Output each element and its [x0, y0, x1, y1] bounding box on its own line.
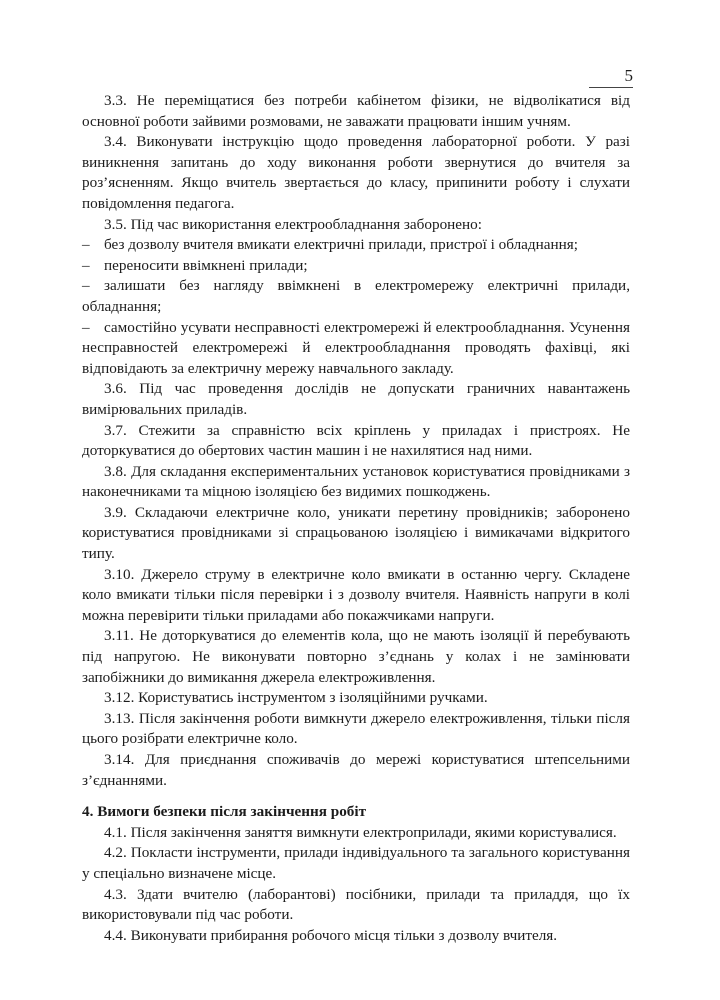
paragraph-3-9: 3.9. Складаючи електричне коло, уникати перетину провідників; заборонено користуватися провідниками зі спрацьованою ізоляцією і вимикачами відкритого типу. — [82, 503, 630, 563]
section-heading: 4. Вимоги безпеки після закінчення робіт — [82, 803, 367, 821]
paragraph-4-4: 4.4. Виконувати прибирання робочого місця тільки з дозволу вчителя. — [104, 926, 558, 944]
page-number-rule — [589, 87, 633, 88]
list-item-text: самостійно усувати несправності електромережі й електрообладнання. Усунення несправностей електромережі й електрообладнання проводять фахівці, які відповідають за електричну мережу навчального закладу. — [82, 318, 630, 377]
page-body — [82, 91, 630, 946]
dash-marker: – — [82, 256, 90, 274]
list-item — [82, 276, 630, 317]
paragraph-4-3: 4.3. Здати вчителю (лаборантові) посібники, прилади та приладдя, що їх використовували під час роботи. — [82, 885, 630, 924]
list-item-text: без дозволу вчителя вмикати електричні прилади, пристрої і обладнання; — [104, 236, 578, 254]
list-item-text: залишати без нагляду ввімкнені в електромережу електричні прилади, обладнання; — [82, 277, 630, 315]
dash-marker: – — [82, 318, 90, 336]
list-item — [82, 318, 630, 380]
list-item — [82, 256, 630, 277]
list-item-text: переносити ввімкнені прилади; — [104, 256, 308, 274]
page-number: 5 — [624, 66, 633, 85]
paragraph-3-8: 3.8. Для складання експериментальних установок користуватися провідниками з наконечниками та міцною ізоляцією без видимих пошкоджень. — [82, 462, 630, 501]
paragraph-3-3: 3.3. Не переміщатися без потреби кабінетом фізики, не відволікатися від основної роботи зайвими розмовами, не заважати працювати іншим учням. — [82, 92, 630, 130]
paragraph-4-2: 4.2. Покласти інструменти, прилади індивідуального та загального користування у спеціально визначене місце. — [82, 844, 630, 882]
dash-marker: – — [82, 277, 90, 295]
list-item — [82, 235, 630, 256]
paragraph-3-10: 3.10. Джерело струму в електричне коло вмикати в останню чергу. Складене коло вмикати тільки після перевірки і з дозволу вчителя. Наявність напруги в колі можна перевірити тільки приладами або покажчиками напруги. — [82, 565, 630, 624]
paragraph-3-5: 3.5. Під час використання електрообладнання заборонено: — [104, 215, 482, 233]
paragraph-3-14: 3.14. Для приєднання споживачів до мережі користуватися штепсельними з’єднаннями. — [82, 751, 630, 789]
paragraph-3-7: 3.7. Стежити за справністю всіх кріплень у приладах і пристроях. Не доторкуватися до обертових частин машин і не нахилятися над ними. — [82, 421, 630, 460]
dash-marker: – — [82, 236, 90, 254]
paragraph-3-12: 3.12. Користуватись інструментом з ізоляційними ручками. — [104, 689, 488, 707]
paragraph-3-4: 3.4. Виконувати інструкцію щодо проведення лабораторної роботи. У разі виникнення запитань до ходу виконання роботи звернутися до вчителя за роз’ясненням. Якщо вчитель звертається до класу, припинити роботу і слухати повідомлення педагога. — [82, 133, 630, 212]
paragraph-3-6: 3.6. Під час проведення дослідів не допускати граничних навантажень вимірювальних приладів. — [82, 380, 630, 418]
paragraph-3-13: 3.13. Після закінчення роботи вимкнути джерело електроживлення, тільки після цього розібрати електричне коло. — [82, 709, 630, 748]
paragraph-3-11: 3.11. Не доторкуватися до елементів кола, що не мають ізоляції й перебувають під напругою. Не виконувати повторно з’єднань у колах і не замінювати запобіжники до вимикання джерела електроживлення. — [82, 627, 630, 686]
paragraph-4-1: 4.1. Після закінчення заняття вимкнути електроприлади, якими користувалися. — [104, 823, 617, 841]
